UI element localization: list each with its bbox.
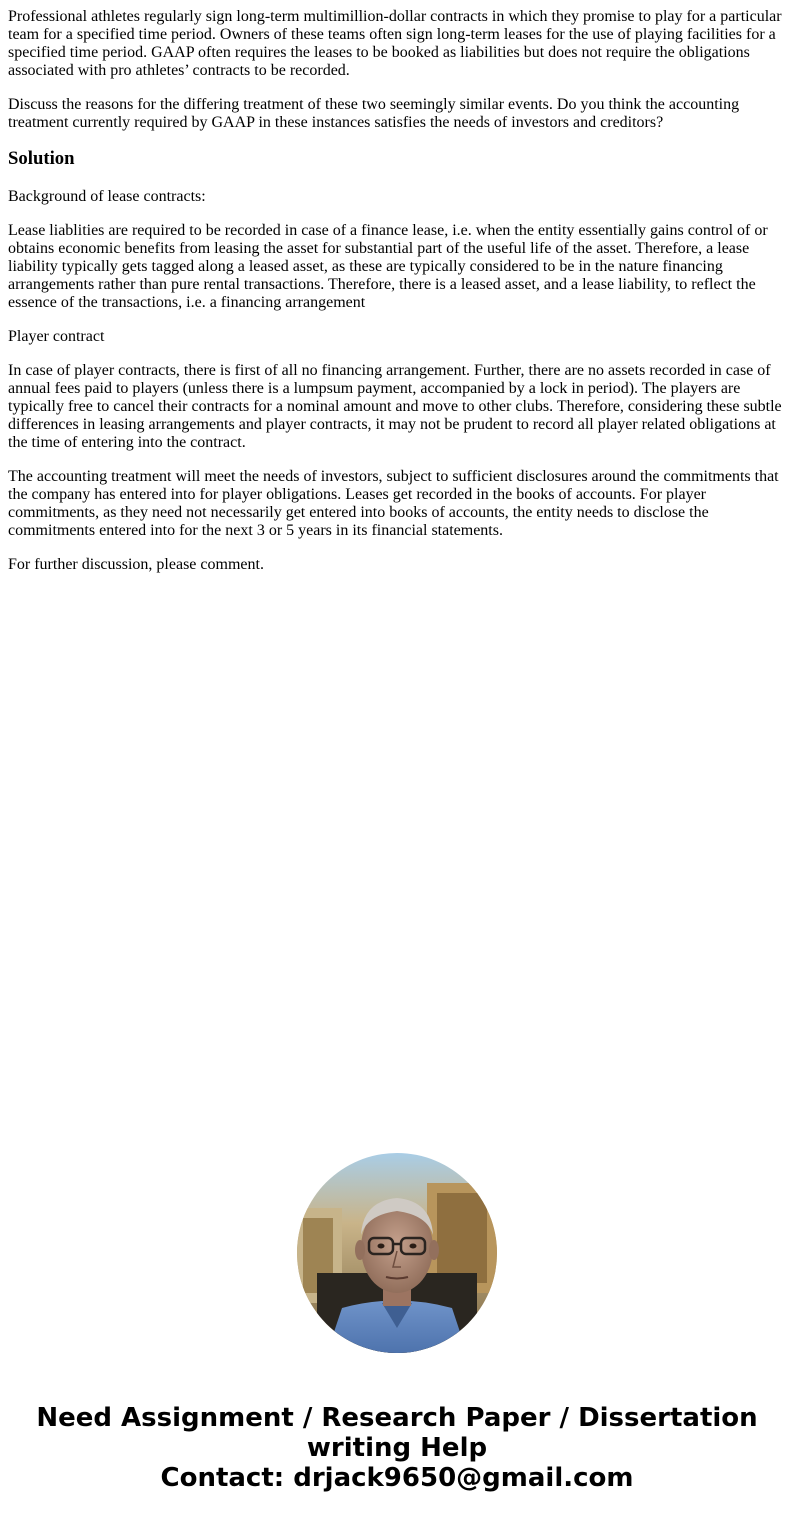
solution-paragraph-1: Background of lease contracts: bbox=[8, 188, 206, 205]
promo-line-2: writing Help bbox=[306, 1433, 488, 1463]
solution-paragraph-3: Player contract bbox=[8, 328, 105, 345]
question-paragraph-2: Discuss the reasons for the differing treatment of these two seemingly similar events. Do you think the accounting treatment currently required by GAAP in these instances satisfies the needs of investors and creditors? bbox=[8, 96, 740, 131]
solution-paragraph-4: In case of player contracts, there is first of all no financing arrangement. Further, there are no assets recorded in case of annual fees paid to players (unless there is a lumpsum payment, accompanied by a lock in period). The players are typically free to cancel their contracts for a nominal amount and move to other clubs. Therefore, considering these subtle differences in leasing arrangements and player contracts, it may not be prudent to record all player related obligations at the time of entering into the contract. bbox=[8, 362, 782, 451]
document-body bbox=[8, 8, 786, 590]
solution-paragraph-5: The accounting treatment will meet the needs of investors, subject to sufficient disclosures around the commitments that the company has entered into for player obligations. Leases get recorded in the books of accounts. For player commitments, as they need not necessarily get entered into books of accounts, the entity needs to disclose the commitments entered into for the next 3 or 5 years in its financial statements. bbox=[8, 468, 779, 539]
author-avatar bbox=[297, 1153, 497, 1353]
promo-line-1: Need Assignment / Research Paper / Dissertation bbox=[36, 1403, 758, 1433]
question-paragraph-1: Professional athletes regularly sign long-term multimillion-dollar contracts in which they promise to play for a particular team for a specified time period. Owners of these teams often sign long-term leases for the use of playing facilities for a specified time period. GAAP often requires the leases to be booked as liabilities but does not require the obligations associated with pro athletes’ contracts to be recorded. bbox=[8, 8, 782, 79]
solution-heading: Solution bbox=[8, 148, 75, 169]
solution-paragraph-2: Lease liablities are required to be recorded in case of a finance lease, i.e. when the entity essentially gains control of or obtains economic benefits from leasing the asset for substantial part of the useful life of the asset. Therefore, a lease liability typically gets tagged along a leased asset, as these are typically considered to be in the nature financing arrangements rather than pure rental transactions. Therefore, there is a leased asset, and a lease liability, to reflect the essence of the transactions, i.e. a financing arrangement bbox=[8, 222, 768, 311]
promo-contact-line: Contact: drjack9650@gmail.com bbox=[160, 1463, 634, 1493]
solution-paragraph-6: For further discussion, please comment. bbox=[8, 556, 264, 573]
author-portrait-image bbox=[297, 1153, 497, 1353]
promo-banner bbox=[0, 1403, 794, 1493]
